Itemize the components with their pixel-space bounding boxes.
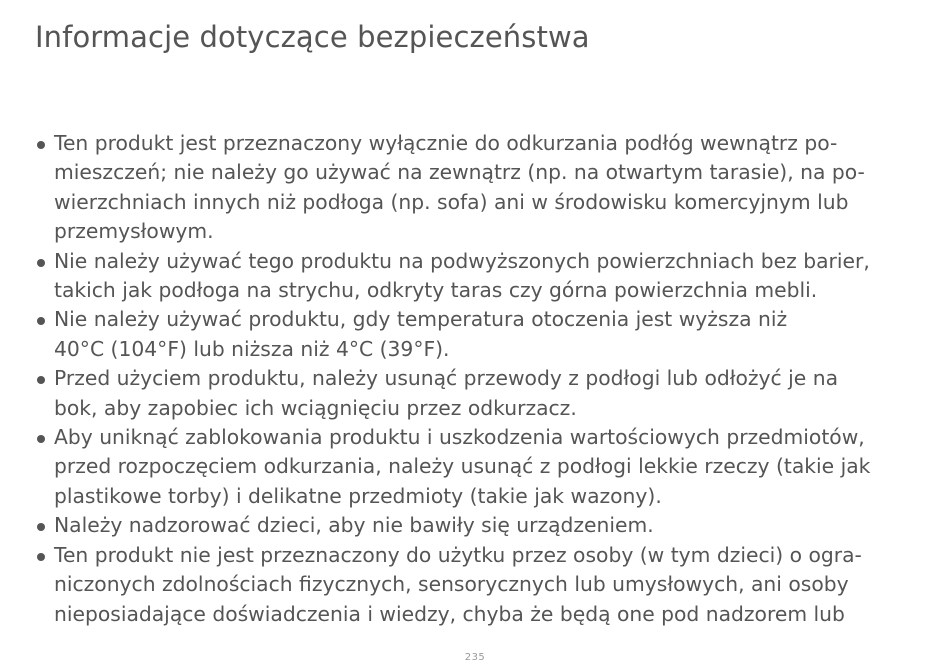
bullet-item <box>34 423 914 511</box>
bullet-text-line: Aby uniknąć zablokowania produktu i uszkodzenia wartościowych przedmiotów, <box>54 425 865 450</box>
safety-bullet-list <box>34 129 914 629</box>
bullet-item <box>34 511 914 540</box>
bullet-item <box>34 364 914 423</box>
bullet-text-line: nieposiadające doświadczenia i wiedzy, chyba że będą one pod nadzorem lub <box>54 601 845 626</box>
bullet-text-line: Nie należy używać tego produktu na podwyższonych powierzchniach bez barier, <box>54 248 870 273</box>
bullet-item <box>34 247 914 306</box>
bullet-text-line: Przed użyciem produktu, należy usunąć przewody z podłogi lub odłożyć je na <box>54 366 838 391</box>
bullet-text-line: mieszczeń; nie należy go używać na zewnątrz (np. na otwartym tarasie), na po- <box>54 160 865 185</box>
bullet-dot-icon <box>37 435 45 443</box>
bullet-text-line: bok, aby zapobiec ich wciągnięciu przez odkurzacz. <box>54 395 577 420</box>
bullet-text-line: przed rozpoczęciem odkurzania, należy usunąć z podłogi lekkie rzeczy (takie jak <box>54 454 871 479</box>
bullet-text-line: 40°C (104°F) lub niższa niż 4°C (39°F). <box>54 336 450 361</box>
bullet-dot-icon <box>37 376 45 384</box>
bullet-dot-icon <box>37 259 45 267</box>
bullet-text-line: Ten produkt nie jest przeznaczony do użytku przez osoby (w tym dzieci) o ogra- <box>54 542 862 567</box>
page-title: Informacje dotyczące bezpieczeństwa <box>35 20 590 54</box>
bullet-text-line: takich jak podłoga na strychu, odkryty taras czy górna powierzchnia mebli. <box>54 278 818 303</box>
bullet-item <box>34 305 914 364</box>
bullet-dot-icon <box>37 553 45 561</box>
bullet-dot-icon <box>37 317 45 325</box>
bullet-text-line: przemysłowym. <box>54 219 214 244</box>
bullet-text-line: Nie należy używać produktu, gdy temperatura otoczenia jest wyższa niż <box>54 307 788 332</box>
bullet-text-line: wierzchniach innych niż podłoga (np. sofa) ani w środowisku komercyjnym lub <box>54 189 849 214</box>
bullet-item <box>34 129 914 247</box>
bullet-text-line: Należy nadzorować dzieci, aby nie bawiły się urządzeniem. <box>54 513 654 538</box>
bullet-dot-icon <box>37 523 45 531</box>
bullet-dot-icon <box>37 141 45 149</box>
bullet-text-line: Ten produkt jest przeznaczony wyłącznie do odkurzania podłóg wewnątrz po- <box>54 131 838 155</box>
bullet-item <box>34 541 914 629</box>
bullet-text-line: plastikowe torby) i delikatne przedmioty (takie jak wazony). <box>54 483 662 508</box>
bullet-text-line: niczonych zdolnościach fizycznych, sensorycznych lub umysłowych, ani osoby <box>54 572 849 597</box>
page-number: 235 <box>464 652 486 663</box>
